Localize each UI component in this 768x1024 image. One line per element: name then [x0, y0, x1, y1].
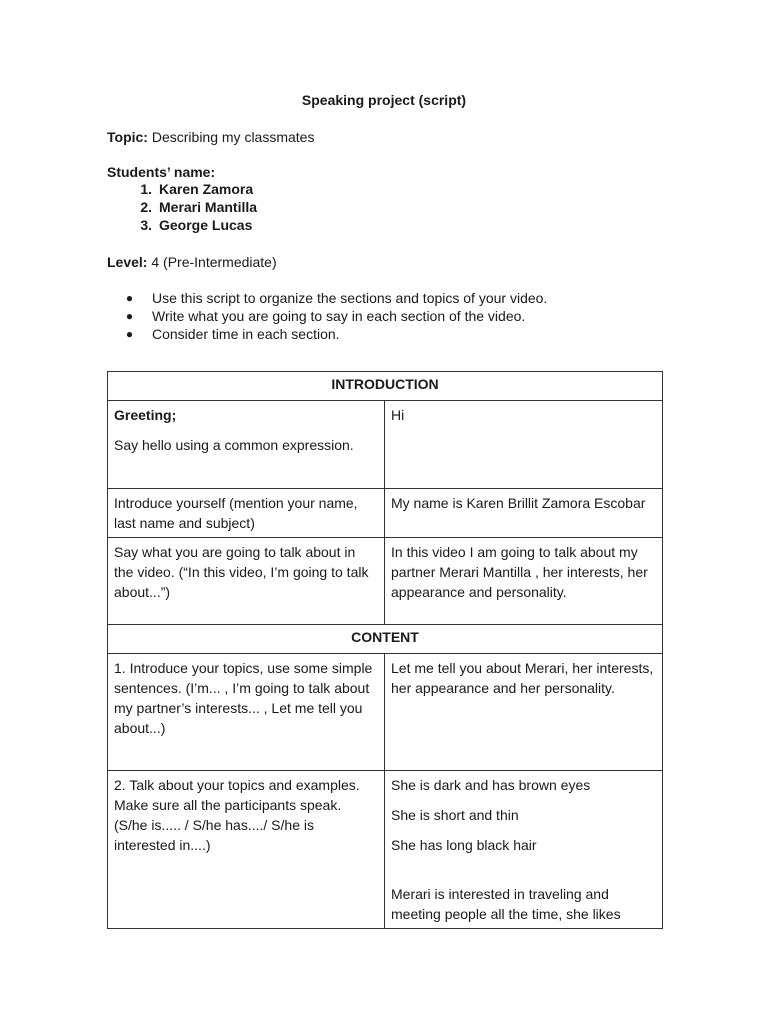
list-item	[107, 307, 547, 325]
bullet-icon: ●	[125, 309, 134, 323]
level-line	[107, 253, 277, 271]
introduce-instruction-cell: Introduce yourself (mention your name, last name and subject)	[108, 489, 385, 538]
list-item	[107, 198, 257, 216]
examples-instruction-cell: 2. Talk about your topics and examples. Make sure all the participants speak. (S/he is..... / S/he has..../ S/he is interested in....)	[108, 771, 385, 929]
table-row	[108, 625, 663, 654]
students-heading	[107, 163, 215, 181]
table-row	[108, 372, 663, 401]
greeting-answer-cell: Hi	[385, 401, 663, 489]
bullet-icon: ●	[125, 291, 134, 305]
table-row	[108, 401, 663, 489]
topic-value: Describing my classmates	[151, 129, 315, 145]
greeting-instruction-cell	[108, 401, 385, 489]
instruction-text: Consider time in each section.	[152, 326, 340, 342]
students-list	[107, 180, 257, 234]
examples-answer-cell	[385, 771, 663, 929]
introduce-answer-cell: My name is Karen Brillit Zamora Escobar	[385, 489, 663, 538]
greeting-title: Greeting;	[114, 407, 177, 423]
answer-line: She is dark and has brown eyes	[391, 777, 591, 793]
list-item	[107, 180, 257, 198]
list-number: 3.	[140, 217, 152, 233]
topics-instruction-cell: 1. Introduce your topics, use some simple sentences. (I’m... , I’m going to talk about my partner’s interests... , Let me tell you about...)	[108, 654, 385, 771]
students-label: Students’ name:	[107, 164, 216, 180]
instructions-list	[107, 289, 547, 343]
greeting-instruction: Say hello using a common expression.	[114, 437, 354, 453]
topic-answer-cell: In this video I am going to talk about my partner Merari Mantilla , her interests, her appearance and personality.	[385, 538, 663, 625]
instruction-text: Write what you are going to say in each section of the video.	[152, 308, 526, 324]
answer-line: She is short and thin	[391, 807, 519, 823]
student-name: George Lucas	[159, 217, 253, 233]
list-item	[107, 325, 547, 343]
list-number: 1.	[140, 181, 152, 197]
script-table	[107, 371, 663, 929]
table-row	[108, 489, 663, 538]
introduction-header: INTRODUCTION	[108, 372, 663, 401]
topic-line	[107, 128, 314, 146]
list-number: 2.	[140, 199, 152, 215]
topics-answer-cell: Let me tell you about Merari, her interests, her appearance and her personality.	[385, 654, 663, 771]
list-item	[107, 289, 547, 307]
table-row	[108, 654, 663, 771]
list-item	[107, 216, 257, 234]
table-row	[108, 538, 663, 625]
page-title: Speaking project (script)	[301, 92, 467, 108]
instruction-text: Use this script to organize the sections and topics of your video.	[152, 290, 548, 306]
content-header: CONTENT	[108, 625, 663, 654]
student-name: Merari Mantilla	[159, 199, 258, 215]
level-value: 4 (Pre-Intermediate)	[151, 254, 277, 270]
topic-instruction-cell: Say what you are going to talk about in the video. (“In this video, I’m going to talk about...”)	[108, 538, 385, 625]
level-label: Level:	[107, 254, 148, 270]
table-row	[108, 771, 663, 929]
student-name: Karen Zamora	[159, 181, 254, 197]
topic-label: Topic:	[107, 129, 148, 145]
answer-line: She has long black hair	[391, 837, 537, 853]
answer-line: Merari is interested in traveling and meeting people all the time, she likes	[391, 886, 621, 922]
bullet-icon: ●	[125, 327, 134, 341]
